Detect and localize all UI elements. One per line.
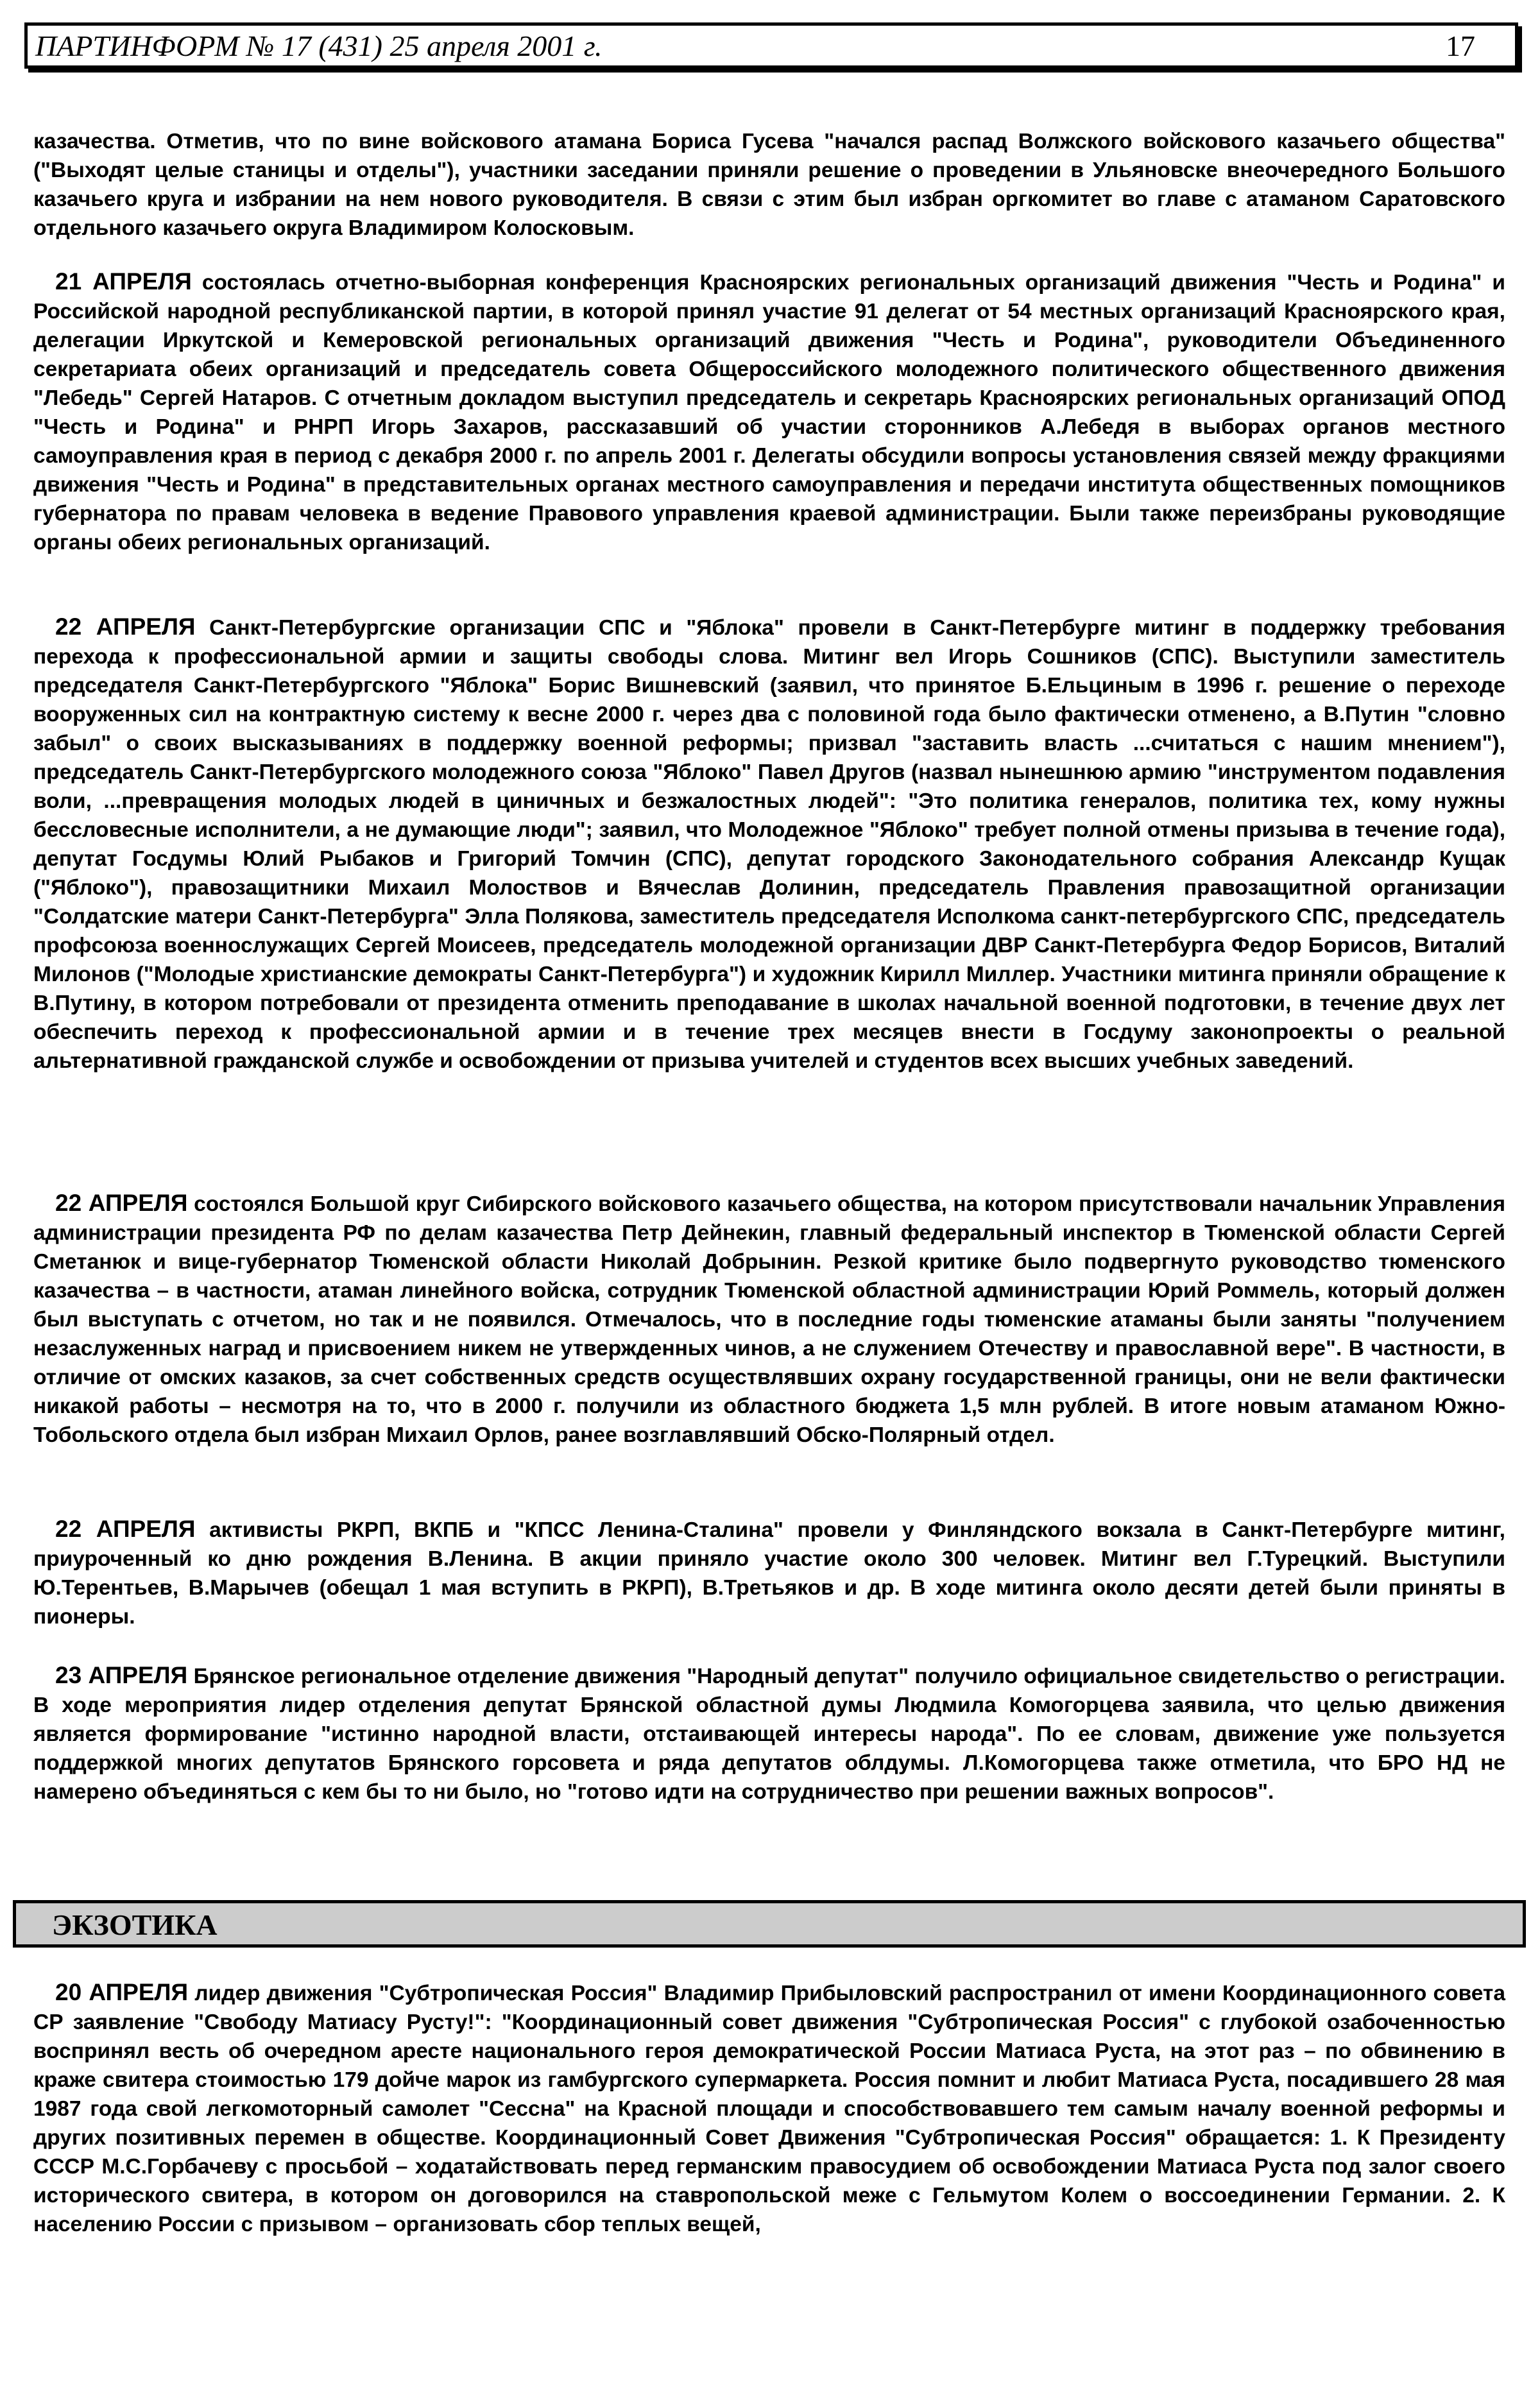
- news-item: [33, 1514, 1505, 1631]
- paragraph-text: состоялся Большой круг Сибирского войскового казачьего общества, на котором присутствовали начальник Управления администрации президента РФ по делам казачества Петр Дейнекин, главный федеральный инспектор в Тюменской области Сергей Сметанюк и вице-губернатор Тюменской области Николай Добрынин. Резкой критике было подвергнуто руководство тюменского казачества – в частности, атаман линейного войска, сотрудник Тюменской областной администрации Юрий Роммель, который должен был выступать с отчетом, но так и не появился. Отмечалось, что в последние годы тюменские атаманы были заняты "получением незаслуженных наград и присвоением никем не утвержденных чинов, а не служением Отечеству и православной вере". В частности, в отличие от омских казаков, за счет собственных средств осуществлявших охрану государственной границы, они не вели фактически никакой работы – несмотря на то, что в 2000 г. получили из областного бюджета 1,5 млн рублей. В итоге новым атаманом Южно-Тобольского отдела был избран Михаил Орлов, ранее возглавлявший Обско-Полярный отдел.: [33, 1192, 1505, 1447]
- paragraph-text: Санкт-Петербургские организации СПС и "Яблока" провели в Санкт-Петербурге митинг в поддержку требования перехода к профессиональной армии и защиты свободы слова. Митинг вел Игорь Сошников (СПС). Выступили заместитель председателя Санкт-Петербургского "Яблока" Борис Вишневский (заявил, что принятое Б.Ельциным в 1996 г. решение о переходе вооруженных сил на контрактную систему к весне 2000 г. через два с половиной года было фактически отменено, а В.Путин "словно забыл" о своих высказываниях в поддержку военной реформы; призвал "заставить власть ...считаться с нашим мнением"), председатель Санкт-Петербургского молодежного союза "Яблоко" Павел Другов (назвал нынешнюю армию "инструментом подавления воли, ...превращения молодых людей в циничных и безжалостных людей": "Это политика генералов, политика тех, кому нужны бессловесные исполнители, а не думающие люди"; заявил, что Молодежное "Яблоко" требует полной отмены призыва в течение года), депутат Госдумы Юлий Рыбаков и Григорий Томчин (СПС), депутат городского Законодательного собрания Александр Кущак ("Яблоко"), правозащитники Михаил Молоствов и Вячеслав Долинин, председатель Правления правозащитной организации "Солдатские матери Санкт-Петербурга" Элла Полякова, заместитель председателя Исполкома санкт-петербургского СПС, председатель профсоюза военнослужащих Сергей Моисеев, председатель молодежной организации ДВР Санкт-Петербурга Федор Борисов, Виталий Милонов ("Молодые христианские демократы Санкт-Петербурга") и художник Кирилл Миллер. Участники митинга приняли обращение к В.Путину, в котором потребовали от президента отменить преподавание в школах начальной военной подготовки, в течение двух лет обеспечить переход к профессиональной армии и в течение трех месяцев внести в Госдуму законопроекты о реальной альтернативной гражданской службе и освобождении от призыва учителей и студентов всех высших учебных заведений.: [33, 616, 1505, 1073]
- page-number: 17: [1446, 30, 1475, 62]
- date-label: 22 АПРЕЛЯ: [55, 613, 196, 640]
- paragraph-text: Брянское региональное отделение движения "Народный депутат" получило официальное свидетельство о регистрации. В ходе мероприятия лидер отделения депутат Брянской областной думы Людмила Комогорцева заявила, что целью движения является формирование "истинно народной власти, отстаивающей интересы народа". По ее словам, движение уже пользуется поддержкой многих депутатов Брянского горсовета и ряда депутатов облдумы. Л.Комогорцева также отметила, что БРО НД не намерено объединяться с кем бы то ни было, но "готово идти на сотрудничество при решении важных вопросов".: [33, 1665, 1505, 1804]
- section-title: ЭКЗОТИКА: [52, 1908, 218, 1941]
- date-label: 23 АПРЕЛЯ: [55, 1662, 188, 1688]
- article-block: [33, 267, 1505, 557]
- date-label: 22 АПРЕЛЯ: [55, 1190, 188, 1216]
- publication-title: ПАРТИНФОРМ № 17 (431) 25 апреля 2001 г.: [35, 30, 603, 62]
- article-block: [33, 1188, 1505, 1450]
- paragraph-text: активисты РКРП, ВКПБ и "КПСС Ленина-Сталина" провели у Финляндского вокзала в Санкт-Петербурге митинг, приуроченный ко дню рождения В.Ленина. В акции приняло участие около 300 человек. Митинг вел Г.Турецкий. Выступили Ю.Терентьев, В.Марычев (обещал 1 мая вступить в РКРП), В.Третьяков и др. В ходе митинга около десяти детей были приняты в пионеры.: [33, 1518, 1505, 1629]
- date-label: 20 АПРЕЛЯ: [55, 1979, 189, 2005]
- news-item: [33, 1978, 1505, 2239]
- paragraph-continuation: [33, 127, 1505, 243]
- news-item: [33, 267, 1505, 557]
- article-block: [33, 1661, 1505, 1806]
- page-header: [24, 22, 1518, 69]
- news-item: [33, 1661, 1505, 1806]
- article-block: [33, 612, 1505, 1075]
- date-label: 21 АПРЕЛЯ: [55, 268, 192, 295]
- article-block: [33, 127, 1505, 243]
- article-block: [33, 1514, 1505, 1631]
- news-item: [33, 612, 1505, 1075]
- article-block: [33, 1978, 1505, 2239]
- news-item: [33, 1188, 1505, 1450]
- paragraph-text: казачества. Отметив, что по вине войскового атамана Бориса Гусева "начался распад Волжского войскового казачьего общества" ("Выходят целые станицы и отделы"), участники заседании приняли решение о проведении в Ульяновске внеочередного Большого казачьего круга и избрании на нем нового руководителя. В связи с этим был избран оргкомитет во главе с атаманом Саратовского отдельного казачьего округа Владимиром Колосковым.: [33, 130, 1505, 240]
- date-label: 22 АПРЕЛЯ: [55, 1516, 196, 1542]
- section-header-exotica: [13, 1900, 1526, 1948]
- paragraph-text: состоялась отчетно-выборная конференция Красноярских региональных организаций движения "Честь и Родина" и Российской народной республиканской партии, в которой принял участие 91 делегат от 54 местных организаций Красноярского края, делегации Иркутской и Кемеровской региональных организаций движения "Честь и Родина", руководители Объединенного секретариата обеих организаций и председатель совета Общероссийского молодежного политического общественного движения "Лебедь" Сергей Натаров. С отчетным докладом выступил председатель и секретарь Красноярских региональных организаций ОПОД "Честь и Родина" и РНРП Игорь Захаров, рассказавший об участии сторонников А.Лебедя в выборах органов местного самоуправления края в период с декабря 2000 г. по апрель 2001 г. Делегаты обсудили вопросы установления связей между фракциями движения "Честь и Родина" в представительных органах местного самоуправления и передачи института общественных помощников губернатора по правам человека в ведение Правового управления краевой администрации. Были также переизбраны руководящие органы обеих региональных организаций.: [33, 271, 1505, 554]
- paragraph-text: лидер движения "Субтропическая Россия" Владимир Прибыловский распространил от имени Координационного совета СР заявление "Свободу Матиасу Русту!": "Координационный совет движения "Субтропическая Россия" с глубокой озабоченностью воспринял весть об очередном аресте национального героя демократической России Матиаса Руста, на этот раз – по обвинению в краже свитера стоимостью 179 дойче марок из гамбургского супермаркета. Россия помнит и любит Матиаса Руста, посадившего 28 мая 1987 года свой легкомоторный самолет "Сессна" на Красной площади и способствовавшего тем самым началу военной реформы и других позитивных перемен в обществе. Координационный Совет Движения "Субтропическая Россия" обращается: 1. К Президенту СССР М.С.Горбачеву с просьбой – ходатайствовать перед германским правосудием об освобождении Матиаса Руста под залог своего исторического свитера, в котором он договорился на ставропольской меже с Гельмутом Колем о воссоединении Германии. 2. К населению России с призывом – организовать сбор теплых вещей,: [33, 1982, 1505, 2236]
